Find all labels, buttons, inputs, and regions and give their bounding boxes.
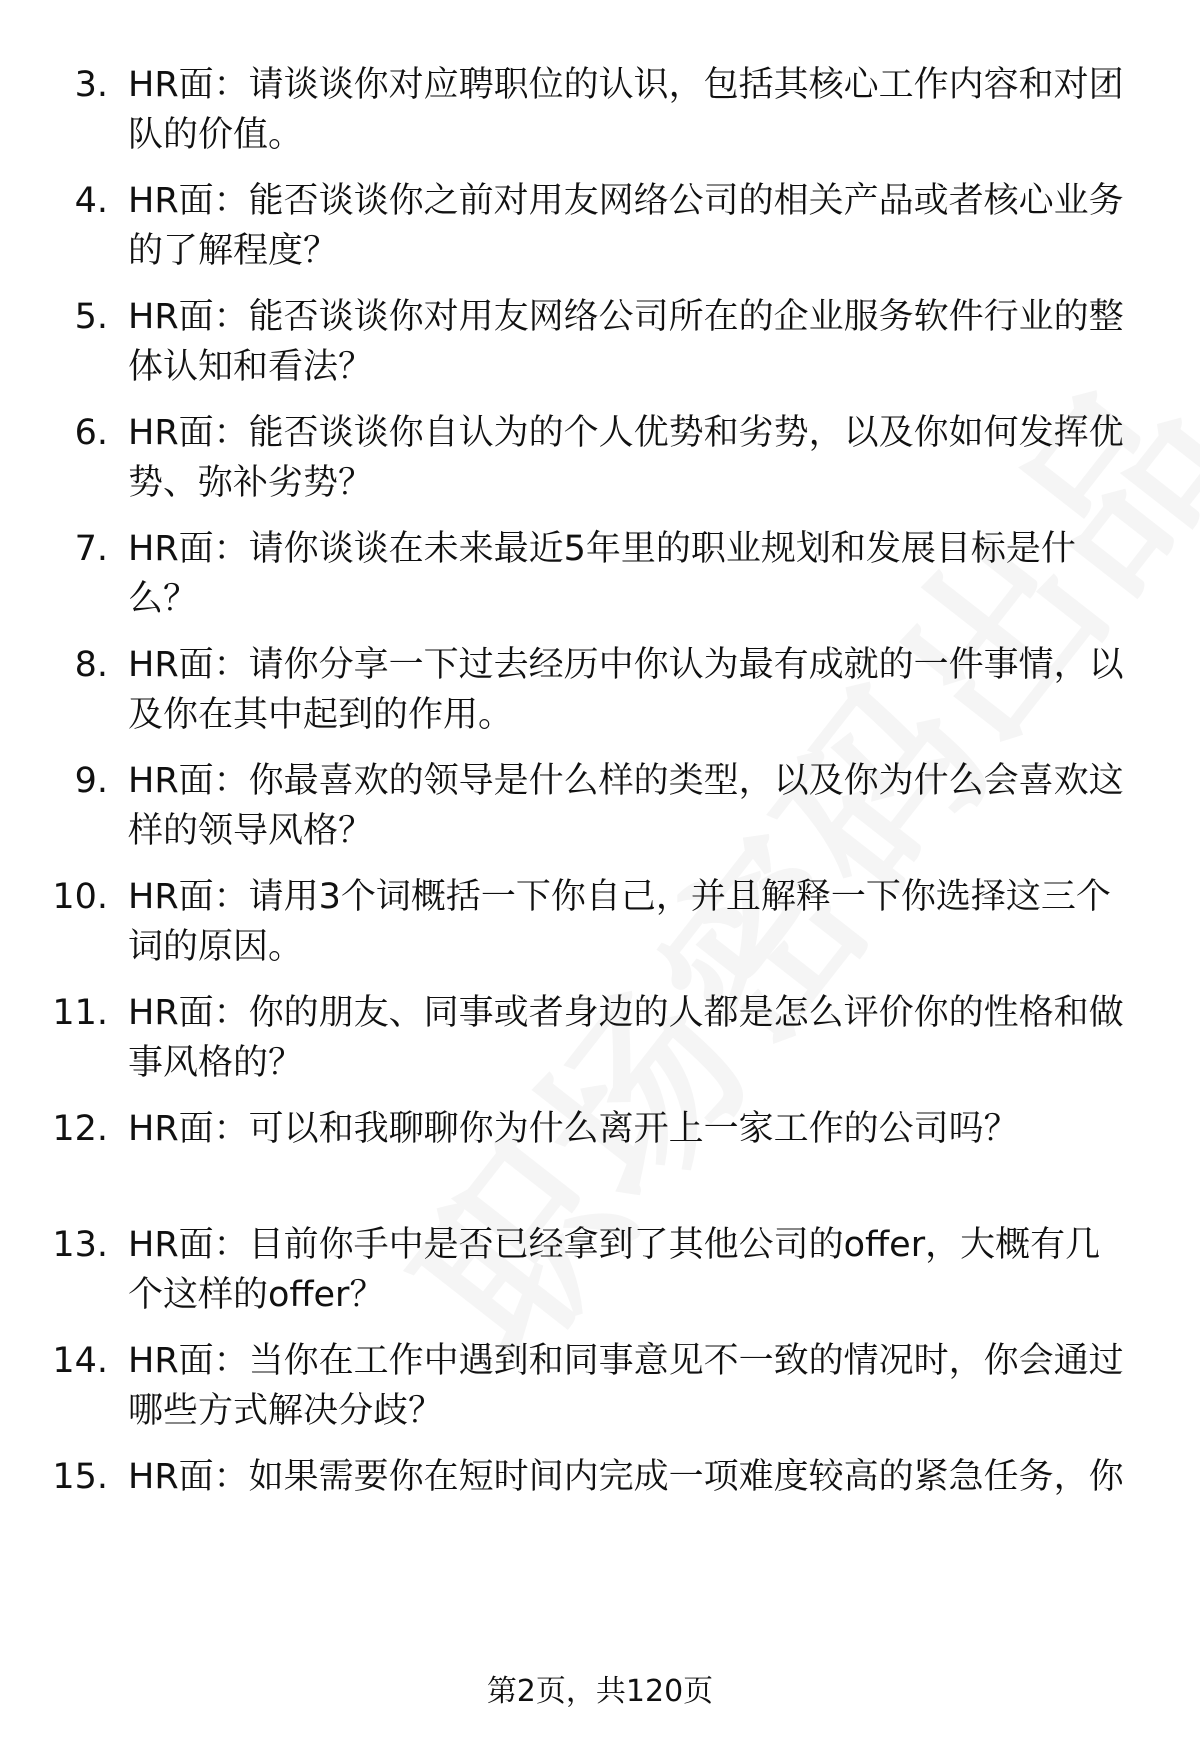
question-line: 势、弥补劣势？ <box>128 463 374 503</box>
question-number: 13. <box>52 1225 108 1265</box>
question-number: 15. <box>52 1457 108 1497</box>
question-text <box>128 988 1158 1088</box>
question-line: HR面：请谈谈你对应聘职位的认识，包括其核心工作内容和对团 <box>128 65 1124 105</box>
question-line: HR面：当你在工作中遇到和同事意见不一致的情况时，你会通过 <box>128 1341 1124 1381</box>
question-line: HR面：能否谈谈你对用友网络公司所在的企业服务软件行业的整 <box>128 297 1124 337</box>
question-line: HR面：如果需要你在短时间内完成一项难度较高的紧急任务，你 <box>128 1457 1124 1497</box>
question-number: 12. <box>52 1109 108 1149</box>
question-item <box>0 988 1200 1088</box>
question-number: 5. <box>74 297 108 337</box>
question-line: 的了解程度？ <box>128 231 339 271</box>
question-item <box>0 1104 1200 1204</box>
question-item <box>0 1336 1200 1436</box>
question-item <box>0 60 1200 160</box>
question-item <box>0 524 1200 624</box>
question-line: HR面：请你分享一下过去经历中你认为最有成就的一件事情，以 <box>128 645 1124 685</box>
question-text <box>128 756 1158 856</box>
question-text <box>128 292 1158 392</box>
question-number: 14. <box>52 1341 108 1381</box>
question-number: 7. <box>74 529 108 569</box>
question-item <box>0 640 1200 740</box>
question-text <box>128 408 1158 508</box>
question-line: HR面：你最喜欢的领导是什么样的类型，以及你为什么会喜欢这 <box>128 761 1124 801</box>
page-footer: 第2页，共120页 <box>486 1674 714 1709</box>
question-line: HR面：能否谈谈你之前对用友网络公司的相关产品或者核心业务 <box>128 181 1124 221</box>
question-line: 事风格的？ <box>128 1043 304 1083</box>
question-line: HR面：请你谈谈在未来最近5年里的职业规划和发展目标是什 <box>128 529 1076 569</box>
question-text <box>128 60 1158 160</box>
question-item <box>0 756 1200 856</box>
question-line: 词的原因。 <box>128 927 304 967</box>
question-text <box>128 1220 1158 1320</box>
question-item <box>0 292 1200 392</box>
question-text <box>128 176 1158 276</box>
question-text <box>128 872 1158 972</box>
question-number: 4. <box>74 181 108 221</box>
question-line: HR面：你的朋友、同事或者身边的人都是怎么评价你的性格和做 <box>128 993 1124 1033</box>
question-number: 10. <box>52 877 108 917</box>
question-number: 8. <box>74 645 108 685</box>
question-text <box>128 524 1158 624</box>
question-line: 样的领导风格？ <box>128 811 374 851</box>
question-item <box>0 408 1200 508</box>
question-line: HR面：可以和我聊聊你为什么离开上一家工作的公司吗？ <box>128 1109 1019 1149</box>
question-item <box>0 176 1200 276</box>
question-number: 3. <box>74 65 108 105</box>
question-line: 及你在其中起到的作用。 <box>128 695 514 735</box>
question-text <box>128 1336 1158 1436</box>
question-line: HR面：目前你手中是否已经拿到了其他公司的offer，大概有几 <box>128 1225 1101 1265</box>
question-line: 哪些方式解决分歧？ <box>128 1391 444 1431</box>
question-text <box>128 1452 1158 1502</box>
question-item <box>0 1452 1200 1552</box>
question-number: 9. <box>74 761 108 801</box>
question-line: 体认知和看法？ <box>128 347 374 387</box>
question-item <box>0 872 1200 972</box>
question-line: 么？ <box>128 579 199 619</box>
question-number: 11. <box>52 993 108 1033</box>
question-line: 队的价值。 <box>128 115 304 155</box>
question-number: 6. <box>74 413 108 453</box>
question-text <box>128 640 1158 740</box>
question-line: HR面：请用3个词概括一下你自己，并且解释一下你选择这三个 <box>128 877 1111 917</box>
question-line: 个这样的offer？ <box>128 1275 385 1315</box>
question-line: HR面：能否谈谈你自认为的个人优势和劣势，以及你如何发挥优 <box>128 413 1124 453</box>
question-item <box>0 1220 1200 1320</box>
question-text <box>128 1104 1158 1154</box>
